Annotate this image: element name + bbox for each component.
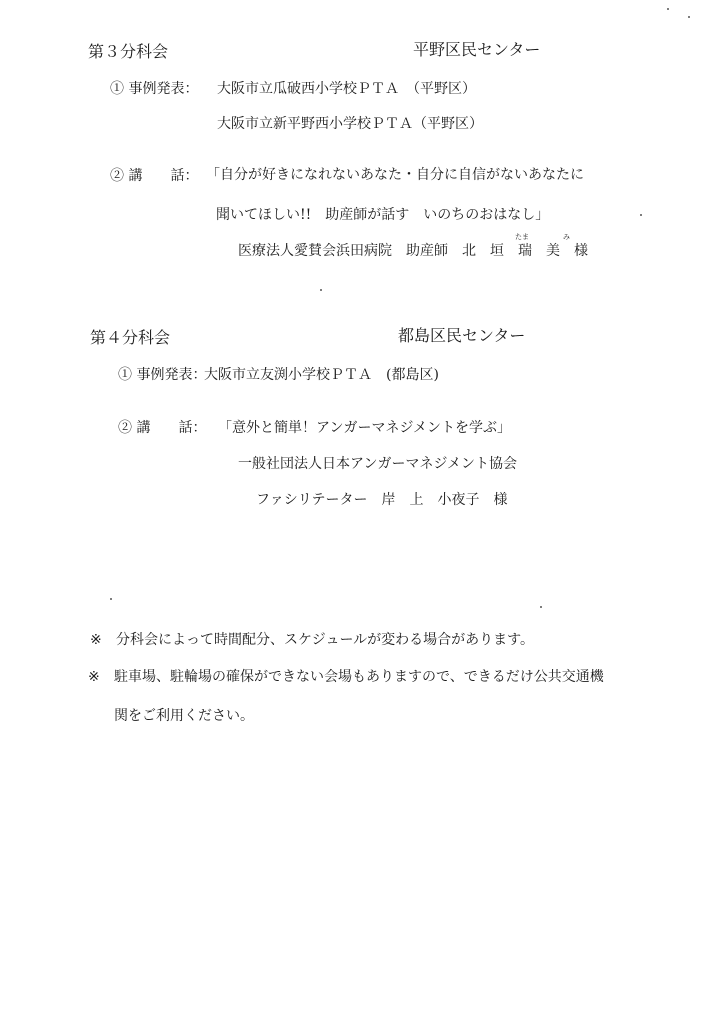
section4-case-label: ① 事例発表： xyxy=(118,367,207,383)
scan-speck xyxy=(110,598,112,600)
furigana-mi: み xyxy=(563,233,570,241)
section3-case2: 大阪市立新平野西小学校ＰＴＡ（平野区） xyxy=(217,116,483,132)
section3-venue: 平野区民センター xyxy=(413,40,541,59)
furigana-tama: たま xyxy=(515,233,529,241)
scan-speck xyxy=(667,8,669,10)
note2-text-line2: 関をご利用ください。 xyxy=(114,708,254,724)
section4-talk-label: ② 講 話： xyxy=(118,420,207,436)
note1-mark: ※ xyxy=(90,632,102,648)
note2-text-line1: 駐車場、駐輪場の確保ができない会場もありますので、できるだけ公共交通機 xyxy=(114,669,604,685)
section3-talk-line1: 「自分が好きになれないあなた・自分に自信がないあなたに xyxy=(206,167,584,183)
scan-speck xyxy=(540,606,542,608)
section4-speaker: ファシリテーター 岸 上 小夜子 様 xyxy=(256,492,508,508)
section3-speaker: 医療法人愛賛会浜田病院 助産師 北 垣 瑞 美 様 xyxy=(238,243,588,259)
section4-venue: 都島区民センター xyxy=(398,326,526,345)
scan-speck xyxy=(320,289,322,291)
section4-title: 第４分科会 xyxy=(90,328,171,347)
note2-mark: ※ xyxy=(88,669,100,685)
section3-talk-line2: 聞いてほしい!! 助産師が話す いのちのおはなし」 xyxy=(216,207,550,223)
scan-speck xyxy=(688,16,690,18)
scan-speck xyxy=(640,214,642,216)
section4-org: 一般社団法人日本アンガーマネジメント協会 xyxy=(238,456,518,472)
section3-case-label: ① 事例発表： xyxy=(110,81,199,97)
section4-talk-line1: 「意外と簡単！アンガーマネジメントを学ぶ」 xyxy=(218,420,512,436)
section4-case1: 大阪市立友渕小学校ＰＴＡ (都島区) xyxy=(204,367,439,383)
section3-title: 第３分科会 xyxy=(88,42,169,61)
note1-text: 分科会によって時間配分、スケジュールが変わる場合があります。 xyxy=(116,632,535,648)
section3-talk-label: ② 講 話： xyxy=(110,168,199,184)
section3-case1: 大阪市立瓜破西小学校ＰＴＡ （平野区） xyxy=(217,81,476,97)
